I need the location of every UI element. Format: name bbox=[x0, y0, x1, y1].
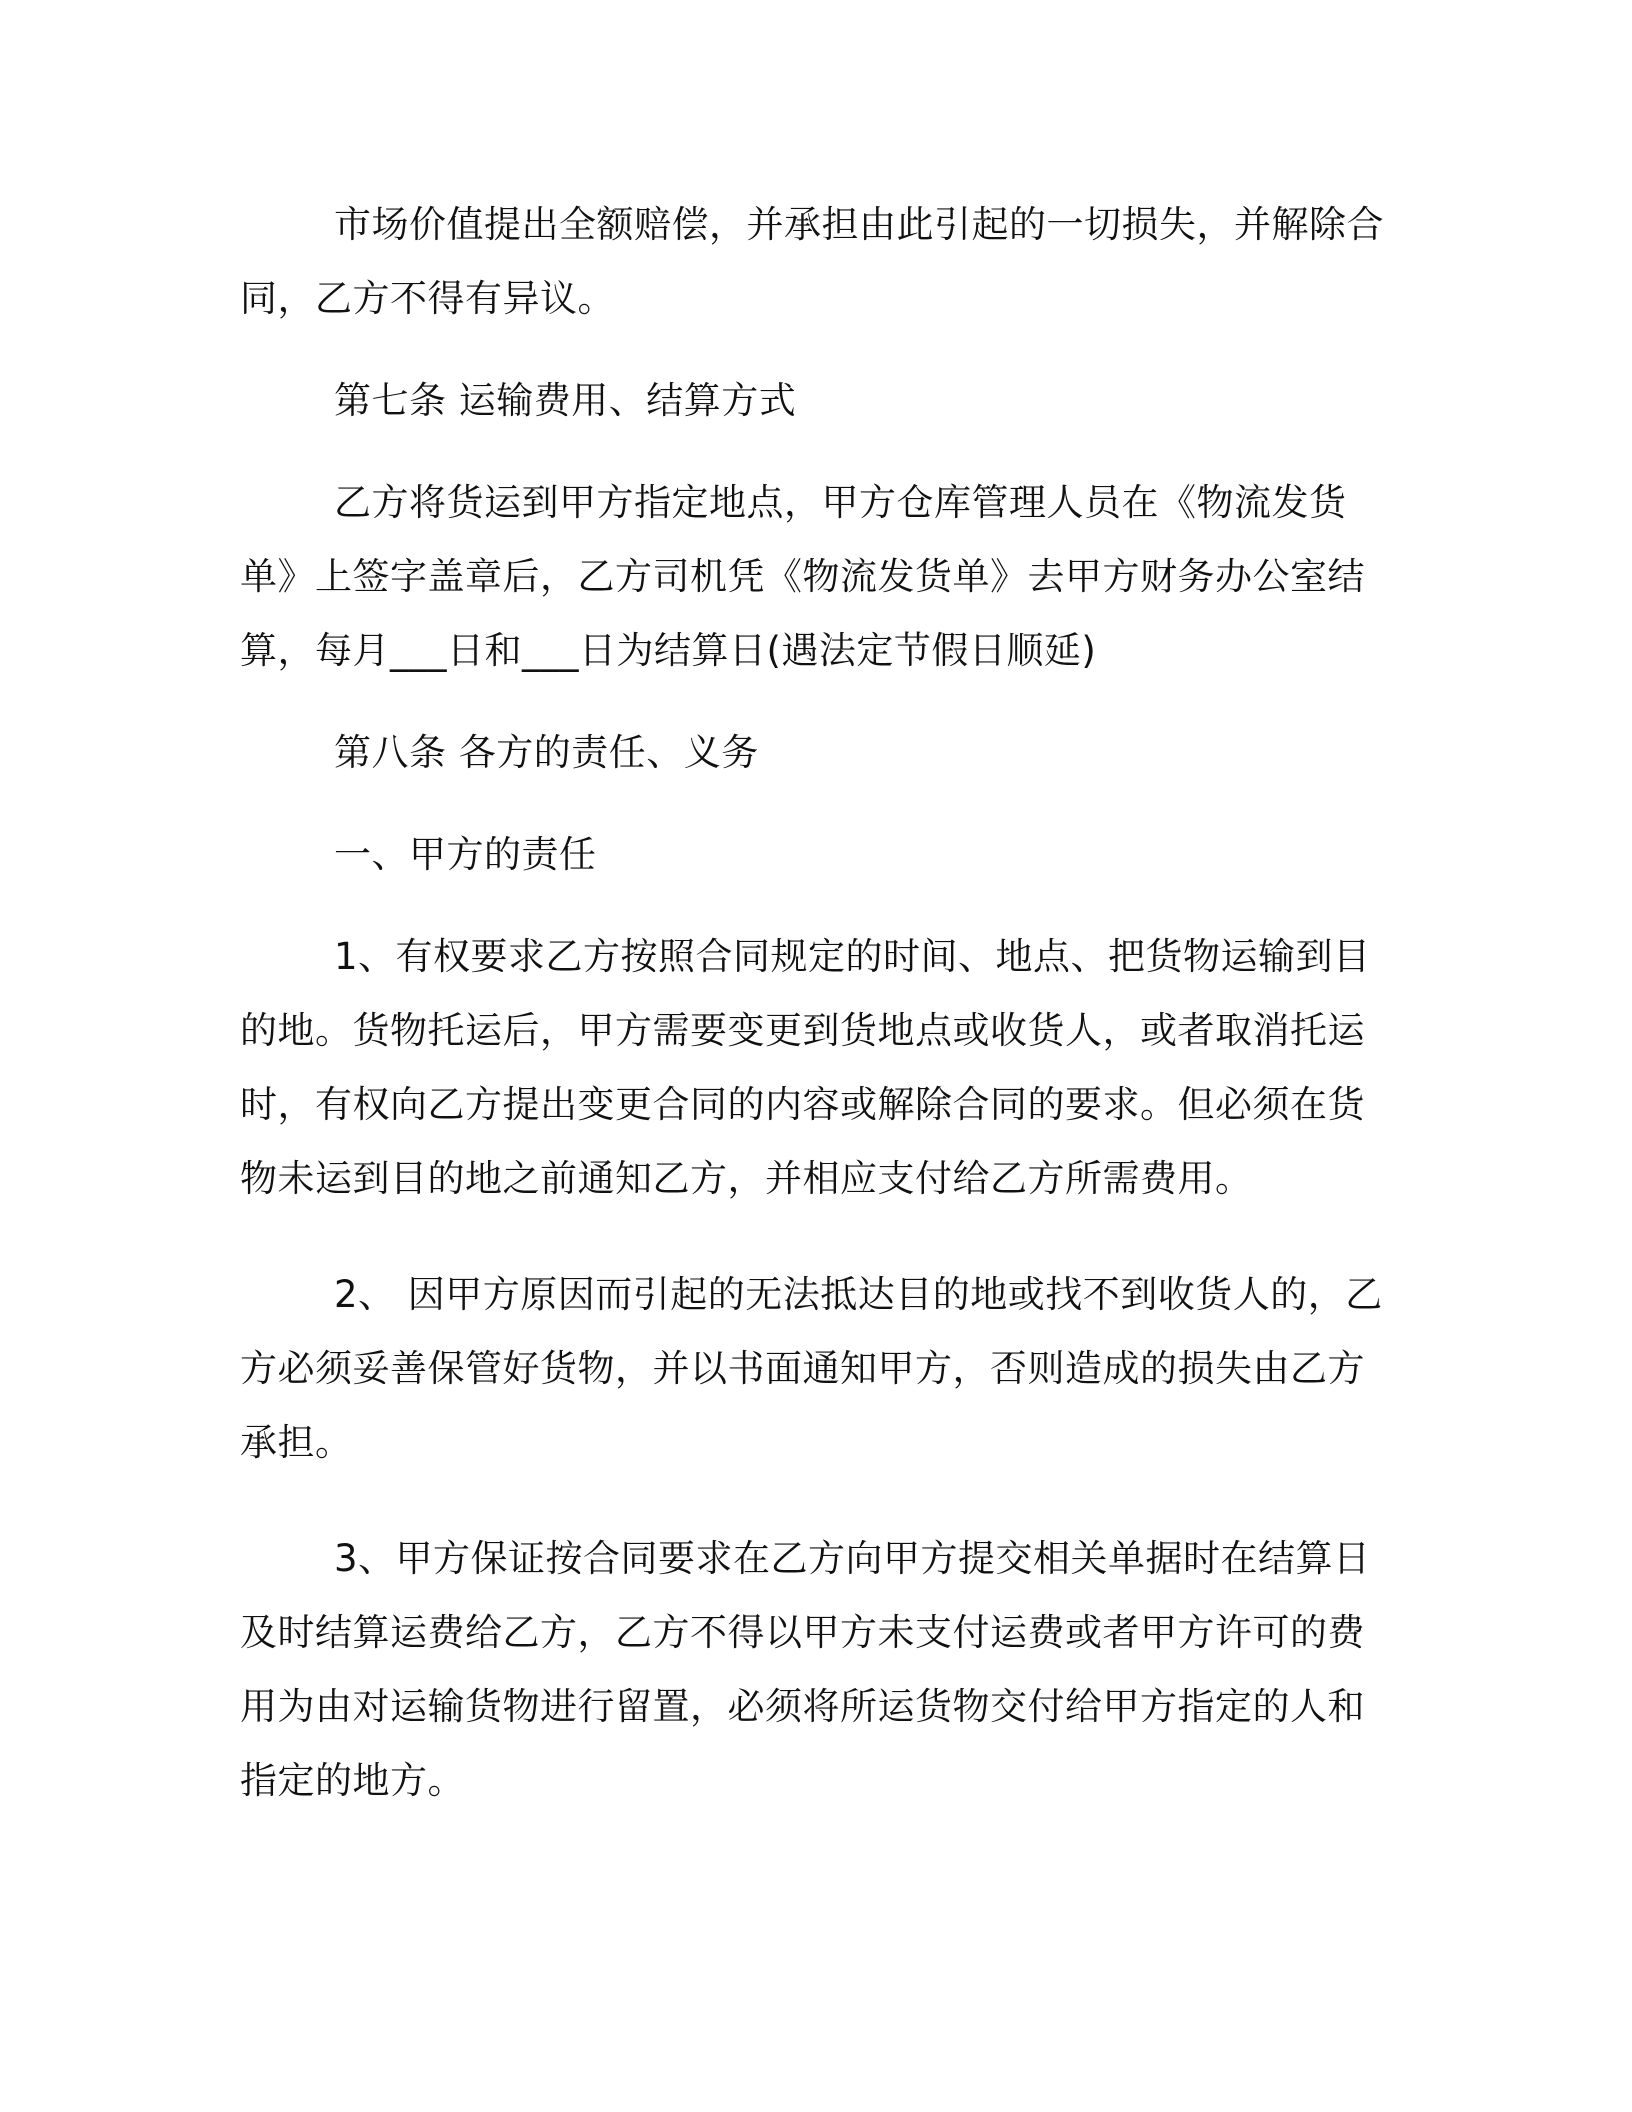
paragraph-compensation: 市场价值提出全额赔偿，并承担由此引起的一切损失，并解除合同，乙方不得有异议。 bbox=[240, 203, 1384, 320]
paragraph-clause-2: 2、 因甲方原因而引起的无法抵达目的地或找不到收货人的，乙方必须妥善保管好货物，并以书面通知甲方，否则造成的损失由乙方承担。 bbox=[240, 1273, 1383, 1464]
paragraph-clause-1: 1、有权要求乙方按照合同规定的时间、地点、把货物运输到目的地。货物托运后，甲方需要变更到货地点或收货人，或者取消托运时，有权向乙方提出变更合同的内容或解除合同的要求。但必须在货物未运到目的地之前通知乙方，并相应支付给乙方所需费用。 bbox=[240, 935, 1371, 1200]
paragraph-clause-3: 3、甲方保证按合同要求在乙方向甲方提交相关单据时在结算日及时结算运费给乙方，乙方不得以甲方未支付运费或者甲方许可的费用为由对运输货物进行留置，必须将所运货物交付给甲方指定的人和指定的地方。 bbox=[240, 1537, 1371, 1802]
heading-party-a-duties: 一、甲方的责任 bbox=[334, 833, 597, 876]
document-body bbox=[240, 188, 1400, 1818]
heading-article-8: 第八条 各方的责任、义务 bbox=[334, 731, 759, 774]
heading-article-7: 第七条 运输费用、结算方式 bbox=[334, 379, 797, 422]
paragraph-settlement: 乙方将货运到甲方指定地点，甲方仓库管理人员在《物流发货单》上签字盖章后，乙方司机凭《物流发货单》去甲方财务办公室结算，每月___日和___日为结算日(遇法定节假日顺延) bbox=[240, 481, 1365, 672]
